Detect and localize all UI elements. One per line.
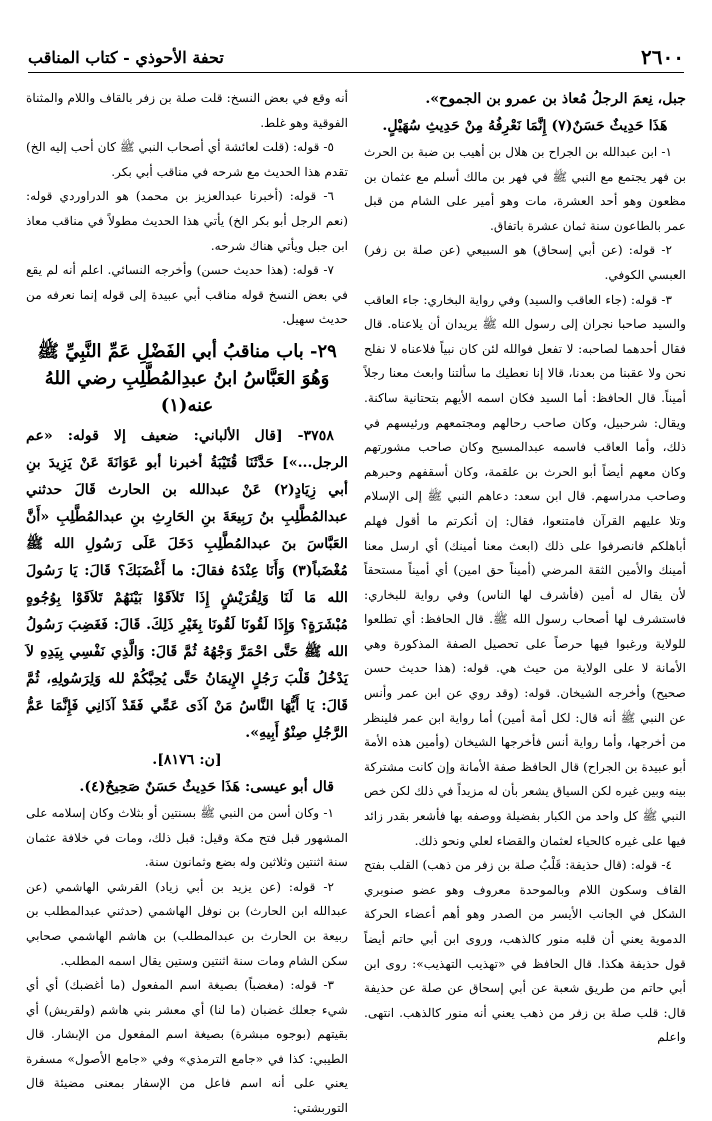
hadith-reference: [ن: ٨١٧٦]. xyxy=(152,751,222,768)
right-column xyxy=(364,86,686,1103)
page-number: ٢٦٠٠ xyxy=(641,45,684,69)
note-1: ١- وكان أسن من النبي ﷺ بسنتين أو بثلاث وكان إسلامه على المشهور قبل فتح مكة وقيل: قبل ذلك، ومات في خلافة عثمان سنة اثنتين وثلاثين وله بضع وثمانون سنة. xyxy=(26,805,348,870)
hadith-grade-2: قال أبو عيسى: هَذَا حَدِيثٌ حَسَنٌ صَحِيحٌ(٤). xyxy=(79,778,334,795)
footnote-1: ١- ابن عبدالله بن الجراح بن هلال بن أهيب بن ضبة بن الحرث بن فهر يجتمع مع النبي ﷺ في فهر بن مالك أسلم مع عثمان بن مظعون وهو أحد العشرة، مات وهو أمير على الشام من قبل عمر بالطاعون سنة ثمان عشرة باتفاق. xyxy=(364,145,686,233)
footnote-6: ٦- قوله: (أخبرنا عبدالعزيز بن محمد) هو الدراوردي قوله: (نعم الرجل أبو بكر الخ) يأتي هذا الحديث مطولاً في مناقب معاذ ابن جبل ويأتي هناك شرحه. xyxy=(26,189,348,253)
footnote-continuation: أنه وقع في بعض النسخ: قلت صلة بن زفر بالقاف واللام والمثناة الفوقية وهو غلط. xyxy=(26,91,348,130)
hadith-3758: ٣٧٥٨- [قال الألباني: ضعيف إلا قوله: «عم الرجل...»] حَدَّثَنَا قُتَيْبَةُ أخبرنا أبو عَوَانَةَ عَنْ يَزِيدَ بنِ أبي زِيَادٍ(٢) عَنْ عبدالله بن الحارث قَالَ حدثني عبدالمُطَّلِبِ بنُ رَبِيعَةَ بنِ الحَارِثِ بنِ عبدالمُطَّلِبِ «أَنَّ العَبَّاسَ بنَ عبدالمُطَّلِبِ دَخَلَ عَلَى رَسُولِ الله ﷺ مُغْضَباً(٣) وَأَنَا عِنْدَهُ فقالَ: ما أَغْضَبَكَ؟ قَالَ: يَا رَسُولَ الله مَا لَنَا وَلِقُرَيْشٍ إِذَا تَلاَقَوْا بَيْنَهُمْ تَلاَقَوْا بِوُجُوهٍ مُبْشَرَةٍ؟ وَإِذَا لَقُونَا لَقُونَا بِغَيْرِ ذَلِكَ. قَالَ: فَغَضِبَ رَسُولُ الله ﷺ حَتَّى احْمَرَّ وَجْهُهُ ثُمَّ قَالَ: وَالَّذِي نَفْسِي بِيَدِهِ لاَ يَدْخُلُ قَلْبَ رَجُلٍ الإِيمَانُ حَتَّى يُحِبَّكُمْ لله وَلِرَسُولِهِ، ثُمَّ قَالَ: يَا أَيُّهَا النَّاسُ مَنْ آذَى عَمِّي فَقَدْ آذَانِي فَإِنَّمَا عَمُّ الرَّجُلِ صِنْوُ أَبِيهِ». xyxy=(26,427,349,741)
hadith-grade: هَذَا حَدِيثٌ حَسَنٌ(٧) إِنَّمَا نَعْرِفُهُ مِنْ حَدِيثِ سُهَيْلٍ. xyxy=(382,118,668,134)
footnote-5: ٥- قوله: (قلت لعائشة أي أصحاب النبي ﷺ كان أحب إليه الخ) تقدم هذا الحديث مع شرحه في مناقب أبي بكر. xyxy=(26,140,348,179)
footnote-7: ٧- قوله: (هذا حديث حسن) وأخرجه النسائي. اعلم أنه لم يقع في بعض النسخ قوله مناقب أبي عبيدة إلى قوله إنما نعرفه من حديث سهيل. xyxy=(26,263,348,327)
footnote-2: ٢- قوله: (عن أبي إسحاق) هو السبيعي (عن صلة بن زفر) العبسي الكوفي. xyxy=(364,243,686,282)
note-2: ٢- قوله: (عن يزيد بن أبي زياد) القرشي الهاشمي (عن عبدالله ابن الحارث) بن نوفل الهاشمي (حدثني عبدالمطلب بن ربيعة بن الحارث بن عبدالمطلب) بن هاشم الهاشمي صحابي سكن الشام ومات سنة اثنتين وستين يقال اسمه المطلب. xyxy=(26,879,348,968)
note-3: ٣- قوله: (مغضباً) بصيغة اسم المفعول (ما أغضبك) أي أي شيء جعلك غضبان (ما لنا) أي معشر بني هاشم (ولقريش) أي بقيتهم (بوجوه مبشرة) بصيغة اسم المفعول من الإبشار. قال الطيبي: كذا في «جامع الترمذي» وفي «جامع الأصول» مسفرة يعني على أنه اسم فاعل من الإسفار بمعنى مضيئة قال التوربشتي: xyxy=(26,978,348,1116)
footnote-3: ٣- قوله: (جاء العاقب والسيد) وفي رواية البخاري: جاء العاقب والسيد صاحبا نجران إلى رسول الله ﷺ يريدان أن يلاعناه. قال فقال أحدهما لصاحبه: لا تفعل فوالله لئن كان نبياً فلاعناه لا نفلح نحن ولا عقبنا من بعدنا، قالا إنا نعطيك ما سألتنا وابعث معنا رجلاً أميناً. قال الحافظ: أما السيد فكان اسمه الأيهم بتحتانية ساكنة. ويقال: شرحبيل، وكان صاحب رحالهم ومجتمعهم ورئيسهم في ذلك، وأما العاقب فاسمه عبدالمسيح وكان صاحب مشورتهم وكان معهم أيضاً أبو الحرث بن علقمة، وكان أسقفهم وحبرهم وصاحب مدراسهم. قال ابن سعد: دعاهم النبي ﷺ إلى الإسلام وتلا عليهم القرآن فامتنعوا، فقال: إن أنكرتم ما أقول فهلم أباهلكم فانصرفوا على ذلك (ابعث معنا أمينك) أي ارسل معنا أمينك والأمين الثقة المرضي (أميناً حق امين) أي أميناً مستحقاً لأن يقال له أمين (فأشرف لها الناس) وفي رواية للبخاري: فاستشرف لها أصحاب رسول الله ﷺ. قال الحافظ: أي تطلعوا للولاية ورغبوا فيها حرصاً على تحصيل الصفة المذكورة وهي الأمانة لا على الولاية من حيث هي. قوله: (هذا حديث حسن صحيح) وأخرجه الشيخان. قوله: (وقد روي عن ابن عمر وأنس عن النبي ﷺ أنه قال: لكل أمة أمين) أما رواية ابن عمر فلينظر من أخرجها، وأما رواية أنس فأخرجها الشيخان (وأمين هذه الأمة أبو عبيدة بن الجراح) قال الحافظ صفة الأمانة وإن كانت مشتركة بينه وبين غيره لكن السياق يشعر بأن له مزيداً في ذلك لكن خص النبي ﷺ كل واحد من الكبار بفضيلة ووصفه بها فأشعر بقدر زائد فيها على غيره كالحياء لعثمان والقضاء لعلي ونحو ذلك. xyxy=(364,292,686,848)
page-header xyxy=(28,42,684,73)
footnote-4: ٤- قوله: (قال حذيفة: قَلْبُ صلة بن زفر من ذهب) القلب بفتح القاف وسكون اللام وبالموحدة معروف وهو عضو صنوبري الشكل في الجانب الأيسر من الصدر وهو أهم أعضاء الحركة الدموية يعني أن قلبه منور كالذهب، وروى ابن أبي حاتم أيضاً قول حذيفة هكذا. قال الحافظ في «تهذيب التهذيب»: روى ابن أبي حاتم من طريق شعبة عن أبي إسحاق عن صلة عن حذيفة قال: قلب صلة بن زفر من ذهب يعني أنه منور كالذهب. انتهى. واعلم xyxy=(364,858,686,1045)
chapter-heading: ٢٩- باب مناقبُ أبي الفَضْلِ عَمِّ النَّبِيِّ ﷺ وَهُوَ العَبَّاسُ ابنُ عبدِالمُطَّلِبِ رضي اللهُ عنه(١) xyxy=(37,340,337,416)
running-title: تحفة الأحوذي - كتاب المناقب xyxy=(28,47,224,67)
hadith-end: جبل، نِعمَ الرجلُ مُعاذ بن عمرو بن الجموح». xyxy=(425,91,686,107)
left-column xyxy=(26,86,349,1116)
text-columns xyxy=(26,86,686,1116)
